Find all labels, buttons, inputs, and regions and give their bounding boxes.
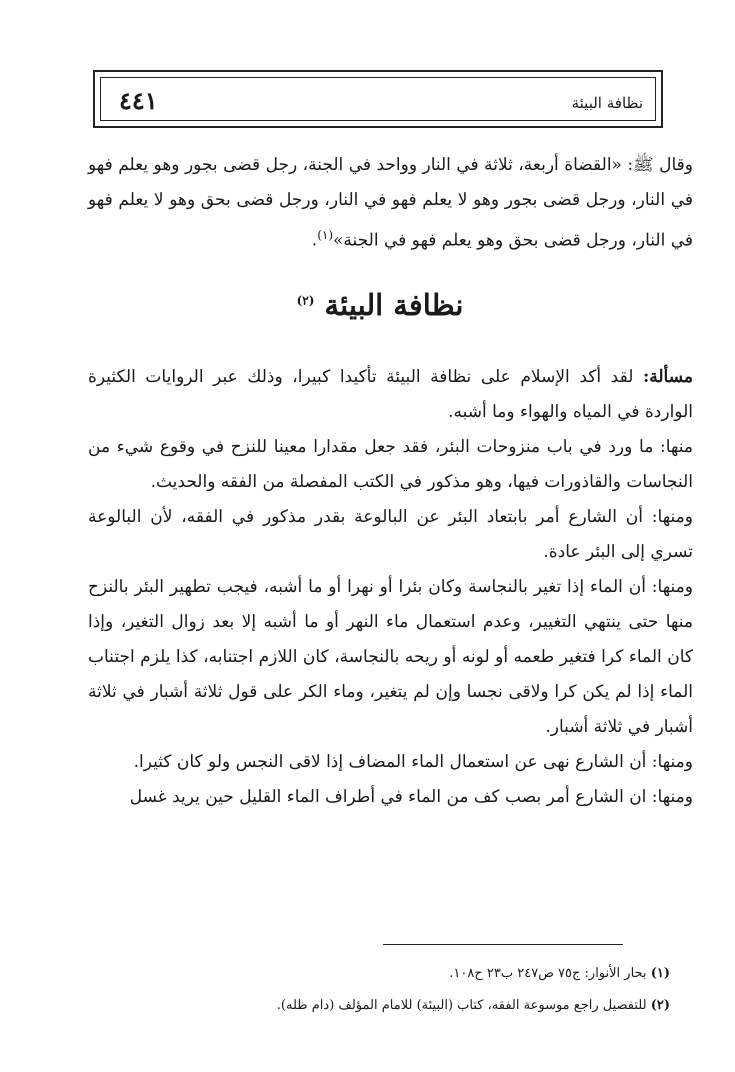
footnote-text: بحار الأنوار: ج٧٥ ص٢٤٧ ب٢٣ ح١٠٨. <box>449 966 647 981</box>
paragraph-change <box>88 570 693 745</box>
page-header-frame <box>93 70 663 128</box>
paragraph-wells <box>88 430 693 500</box>
running-header-title: نظافة البيئة <box>571 94 643 112</box>
footnote-separator <box>383 944 623 945</box>
paragraph-palm <box>88 780 693 815</box>
footnote-2 <box>200 998 670 1013</box>
main-body <box>88 360 693 815</box>
footnote-mark: (٢) <box>650 998 670 1013</box>
hadith-block <box>88 148 693 259</box>
paragraph-sewer <box>88 500 693 570</box>
paragraph-mudaf <box>88 745 693 780</box>
paragraph-text: ومنها: ان الشارع أمر بصب كف من الماء في أطراف الماء القليل حين يريد غسل <box>129 787 693 807</box>
section-title: نظافة البيئة <box>324 288 464 322</box>
paragraph-text: لقد أكد الإسلام على نظافة البيئة تأكيدا كبيرا، وذلك عبر الروايات الكثيرة الواردة في المياه والهواء وما أشبه. <box>88 367 693 422</box>
page-header-inner-frame <box>100 77 656 121</box>
footnote-ref-1: (١) <box>317 228 334 242</box>
hadith-paragraph <box>88 148 693 259</box>
paragraph-masala <box>88 360 693 430</box>
paragraph-text: منها: ما ورد في باب منزوحات البئر، فقد جعل مقدارا معينا للنزح في وقوع شيء من النجاسات والقاذورات فيها، وهو مذكور في الكتب المفصلة من الفقه والحديث. <box>88 437 693 492</box>
section-heading <box>180 288 580 322</box>
page-number: ٤٤١ <box>119 86 158 115</box>
paragraph-text: ومنها: أن الشارع نهى عن استعمال الماء المضاف إذا لاقى النجس ولو كان كثيرا. <box>133 752 693 772</box>
hadith-end: . <box>311 230 318 251</box>
paragraph-text: ومنها: أن الماء إذا تغير بالنجاسة وكان بئرا أو نهرا أو ما أشبه، فيجب تطهير البئر بالنزح منها حتى ينتهي التغيير، وعدم استعمال ماء النهر أو ما أشبه إلا بعد زوال التغير، وإذا كان الماء كرا فتغير طعمه أو لونه أو ريحه بالنجاسة، كان اللازم اجتنابه، كذا يلزم اجتناب الماء إذا لم يكن كرا ولاقى نجسا وإن لم يتغير، وماء الكر على قول ثلاثة أشبار في ثلاثة أشبار في ثلاثة أشبار. <box>88 577 693 737</box>
masala-label: مسألة: <box>642 367 693 387</box>
footnote-1 <box>200 966 670 981</box>
footnote-mark: (١) <box>650 966 670 981</box>
hadith-text: وقال ﷺ: «القضاة أربعة، ثلاثة في النار وواحد في الجنة، رجل قضى بجور وهو يعلم فهو في النار، ورجل قضى بجور وهو لا يعلم فهو في النار، ورجل قضى بحق وهو لا يعلم فهو في النار، ورجل قضى بحق وهو يعلم فهو في الجنة» <box>88 155 693 251</box>
footnote-text: للتفصيل راجع موسوعة الفقه، كتاب (البيئة) للامام المؤلف (دام ظله). <box>276 998 647 1013</box>
footnote-ref-2: (٢) <box>296 293 315 308</box>
paragraph-text: ومنها: أن الشارع أمر بابتعاد البئر عن البالوعة بقدر مذكور في الفقه، لأن البالوعة تسري إلى البئر عادة. <box>88 507 693 562</box>
